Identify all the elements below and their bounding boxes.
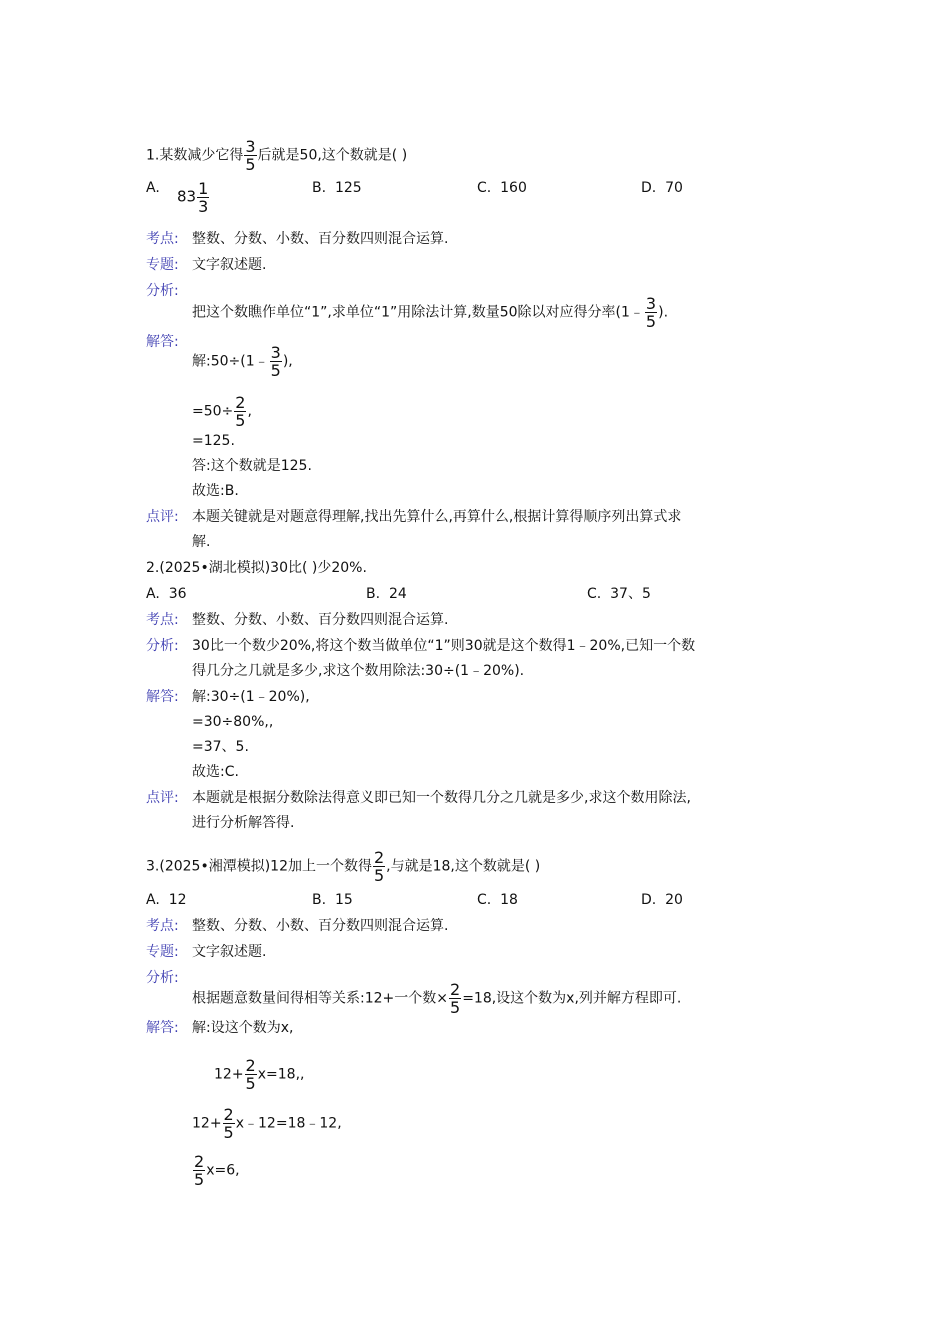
q3-fenxi-label: 分析: xyxy=(146,970,179,986)
q1-step-3: =125. xyxy=(192,433,235,449)
q1-option-a: A. xyxy=(146,180,160,196)
q2-choice: 故选:C. xyxy=(192,764,239,780)
q2-option-c: C. 37、5 xyxy=(587,586,651,602)
q1-zhuanti: 文字叙述题. xyxy=(192,257,267,273)
q1-kaodian: 整数、分数、小数、百分数四则混合运算. xyxy=(192,231,449,247)
q2-kaodian: 整数、分数、小数、百分数四则混合运算. xyxy=(192,612,449,628)
q1-option-a-value: 83 $\frac{1}{3}$ xyxy=(177,179,209,216)
q2-dianping-label: 点评: xyxy=(146,790,179,806)
q1-option-b: B. 125 xyxy=(312,180,362,196)
q1-jieda-label: 解答: xyxy=(146,334,179,350)
q3-zhuanti: 文字叙述题. xyxy=(192,944,267,960)
q3-zhuanti-label: 专题: xyxy=(146,944,179,960)
q3-step-1: 解:设这个数为x, xyxy=(192,1020,294,1036)
q2-stem: 2.(2025•湖北模拟)30比( )少20%. xyxy=(146,560,367,576)
q2-fenxi-line2: 得几分之几就是多少,求这个数用除法:30÷(1﹣20%). xyxy=(192,663,525,679)
q1-kaodian-label: 考点: xyxy=(146,231,179,247)
q3-option-c: C. 18 xyxy=(477,892,518,908)
q2-kaodian-label: 考点: xyxy=(146,612,179,628)
q2-option-a: A. 36 xyxy=(146,586,187,602)
q2-fenxi-line1: 30比一个数少20%,将这个数当做单位“1”则30就是这个数得1﹣20%,已知一个数 xyxy=(192,638,696,654)
q3-kaodian-label: 考点: xyxy=(146,918,179,934)
q3-step-2: 12+ $\frac{2}{5}$ x=18,, xyxy=(214,1056,305,1093)
q2-step-1: 解:30÷(1﹣20%), xyxy=(192,689,310,705)
q2-step-3: =37、5. xyxy=(192,739,249,755)
q1-dianping-line2: 解. xyxy=(192,534,211,550)
q3-option-b: B. 15 xyxy=(312,892,353,908)
q3-jieda-label: 解答: xyxy=(146,1020,179,1036)
q2-dianping-line1: 本题就是根据分数除法得意义即已知一个数得几分之几就是多少,求这个数用除法, xyxy=(192,790,691,806)
q3-fenxi: 根据题意数量间得相等关系:12+一个数× $\frac{2}{5}$ =18,设这个数为x,列并解方程即可. xyxy=(192,980,682,1017)
q2-fenxi-label: 分析: xyxy=(146,638,179,654)
q3-stem: 3.(2025•湘潭模拟)12加上一个数得 $\frac{2}{5}$ ,与就是18,这个数就是( ) xyxy=(146,848,541,885)
q2-option-b: B. 24 xyxy=(366,586,407,602)
q1-choice: 故选:B. xyxy=(192,483,239,499)
q2-jieda-label: 解答: xyxy=(146,689,179,705)
q1-option-c: C. 160 xyxy=(477,180,527,196)
q3-step-4: $\frac{2}{5}$ x=6, xyxy=(194,1152,240,1189)
q1-step-1: 解:50÷(1﹣ $\frac{3}{5}$ ), xyxy=(192,343,293,380)
q2-step-2: =30÷80%,, xyxy=(192,714,274,730)
q2-dianping-line2: 进行分析解答得. xyxy=(192,815,295,831)
q1-fenxi-label: 分析: xyxy=(146,283,179,299)
q3-option-d: D. 20 xyxy=(641,892,683,908)
q1-fenxi: 把这个数瞧作单位“1”,求单位“1”用除法计算,数量50除以对应得分率(1﹣ $\frac{3}{5}$ ). xyxy=(192,294,669,331)
q1-answer: 答:这个数就是125. xyxy=(192,458,312,474)
q3-step-3: 12+ $\frac{2}{5}$ x﹣12=18﹣12, xyxy=(192,1105,342,1142)
q1-dianping-label: 点评: xyxy=(146,509,179,525)
q1-dianping-line1: 本题关键就是对题意得理解,找出先算什么,再算什么,根据计算得顺序列出算式求 xyxy=(192,509,682,525)
fraction: $\frac{3}{5}$ xyxy=(245,137,256,174)
q3-option-a: A. 12 xyxy=(146,892,187,908)
q1-stem: 1.某数减少它得 $\frac{3}{5}$ 后就是50,这个数就是( ) xyxy=(146,137,408,174)
q1-step-2: =50÷ $\frac{2}{5}$ , xyxy=(192,393,252,430)
q1-zhuanti-label: 专题: xyxy=(146,257,179,273)
q1-option-d: D. 70 xyxy=(641,180,683,196)
q3-kaodian: 整数、分数、小数、百分数四则混合运算. xyxy=(192,918,449,934)
